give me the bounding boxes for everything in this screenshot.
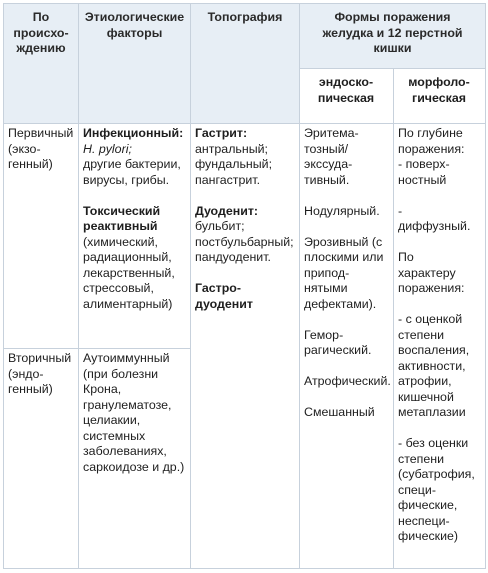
h-pylori: H. pylori; [83, 141, 132, 156]
header-lesion-forms: Формы поражения желудка и 12 перстной кишки [300, 4, 486, 69]
origin-primary: Первичный (экзо- генный) [4, 124, 79, 349]
infectious-title: Инфекционный: [83, 126, 184, 140]
etiology-secondary: Аутоиммунный (при болезни Крона, гранулематозе, целиакии, системных заболеваниях, саркоидозе и др.) [79, 349, 191, 569]
classification-table [3, 3, 486, 569]
gastritis-title: Гастрит: [195, 126, 248, 140]
endoscopic-cell: Эритема- тозный/ экссуда- тивный. Нодулярный. Эрозивный (с плоскими или припод- нятыми дефектами). Гемор- рагический. Атрофический. Смешанный [300, 124, 394, 569]
etiology-primary: Инфекционный: H. pylori; другие бактерии, вирусы, грибы. Токсический реактивный (химический, радиационный, лекарственный, стрессовый, алиментарный) [79, 124, 191, 349]
morphologic-cell: По глубине поражения: - поверх- ностный - диффузный. По характеру поражения: - с оценкой степени воспаления, активности, атрофии, кишечной метаплазии - без оценки степени (субатрофия, специ- фические, неспеци- фические) [394, 124, 486, 569]
toxic-title: Токсический [83, 203, 161, 218]
topography-cell: Гастрит: антральный; фундальный; пангастрит. Дуоденит: бульбит; постбульбарный; пандуоденит. Гастро- дуоденит [191, 124, 300, 569]
header-endoscopic: эндоско- пическая [300, 69, 394, 124]
header-origin: По происхо- ждению [4, 4, 79, 124]
header-etiology: Этиологические факторы [79, 4, 191, 124]
duodenitis-title: Дуоденит: [195, 203, 259, 218]
header-topography: Топография [191, 4, 300, 124]
origin-secondary: Вторичный (эндо- генный) [4, 349, 79, 569]
gastroduodenitis-title: Гастро- [195, 281, 241, 295]
header-morphologic: морфоло- гическая [394, 69, 486, 124]
